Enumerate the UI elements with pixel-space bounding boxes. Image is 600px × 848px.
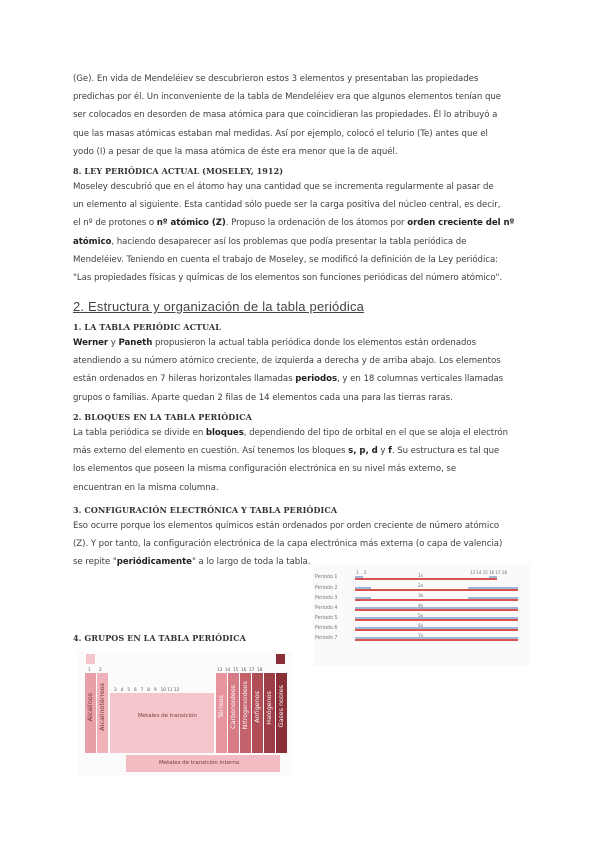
heading-bloques: 2. BLOQUES EN LA TABLA PERIÓDICA: [73, 412, 252, 422]
shell-label: 4s: [418, 604, 424, 609]
anfigenos-block: [252, 673, 263, 753]
period-label: Periodo 3: [315, 596, 338, 601]
gases-nobles-label: Gases nobles: [277, 685, 285, 728]
text-span: propusieron la actual tabla periódica donde los elementos están ordenados: [152, 338, 477, 348]
text-span: . Su estructura es tal que: [391, 446, 500, 457]
alkali-block: [85, 673, 96, 753]
text-line: ser colocados en desorden de masa atómica para que coincidieran las propiedades. Él lo atribuyó a: [73, 110, 498, 121]
highlight-line: [355, 589, 518, 591]
bold-term: s, p, d: [348, 446, 378, 457]
transition-label: Metales de transición: [138, 713, 197, 719]
text-line: [73, 442, 529, 460]
halogenos-block: [264, 673, 275, 753]
text-line: Mendeléiev. Teniendo en cuenta el trabajo de Moseley, se modificó la definición de la Ley periódica:: [73, 254, 499, 265]
paragraph-bloques: [73, 424, 529, 497]
group-number: 3 4 5 6 7 8 9 10 11 12: [114, 687, 180, 692]
text-line: que las masas atómicas estaban mal medidas. Así por ejemplo, colocó el telurio (Te) antes que el: [73, 128, 488, 139]
text-span: , haciendo desaparecer así los problemas que podía presentar la tabla periódica de: [111, 236, 467, 247]
period-label: Periodo 1: [315, 575, 338, 580]
text-line: un elemento al siguiente. Esta cantidad sólo puede ser la carga positiva del núcleo central, es decir,: [73, 200, 501, 211]
text-line: (Ge). En vida de Mendeléiev se descubrieron estos 3 elementos y presentaban las propiedades: [73, 74, 479, 84]
inner-transition-label: Metales de transición interna: [159, 760, 240, 766]
text-span: y: [108, 338, 119, 348]
paragraph-moseley: [73, 178, 529, 287]
text-line: predichas por él. Un inconveniente de la tabla de Mendeléiev era que algunos elementos tenían que: [73, 92, 502, 103]
highlight-line: [355, 619, 518, 621]
text-line: [73, 214, 529, 232]
highlight-line: [355, 609, 518, 611]
text-line: "Las propiedades físicas y químicas de los elementos son funciones periódicas del número atómico".: [73, 273, 503, 284]
highlight-line: [355, 629, 518, 631]
shell-label: 7s: [418, 634, 424, 639]
text-span: el nº de protones o: [73, 218, 157, 229]
text-line: Eso ocurre porque los elementos químicos están ordenados por orden creciente de número atómico: [73, 521, 500, 531]
column-number: 13 14 15 16 17 18: [470, 570, 507, 575]
group-18-top-cell: [276, 654, 285, 664]
text-line: [73, 334, 529, 352]
group-number: 2: [99, 667, 102, 672]
text-span: , y en 18 columnas verticales llamadas: [337, 374, 504, 385]
period-label: Periodo 2: [315, 586, 338, 591]
heading-configuracion: 3. CONFIGURACIÓN ELECTRÓNICA Y TABLA PERIÓDICA: [73, 505, 338, 515]
period-label: Periodo 6: [315, 626, 338, 631]
text-line: [73, 370, 529, 388]
bold-term: f: [388, 446, 392, 457]
text-span: , dependiendo del tipo de orbital en el que se aloja el electrón: [243, 428, 509, 438]
period-label: Periodo 4: [315, 606, 338, 611]
halogenos-label: Halógenos: [265, 691, 273, 725]
shell-label: 5s: [418, 614, 424, 619]
heading-tabla-actual: 1. LA TABLA PERIÓDIC ACTUAL: [73, 322, 221, 332]
section-title: 2. Estructura y organización de la tabla periódica: [73, 299, 365, 314]
column-number: 1: [356, 570, 359, 575]
alkaline-earth-label: Alcalinotérreos: [98, 683, 106, 731]
bold-term: Paneth: [118, 338, 153, 348]
group-number: 13 14 15 16 17 18: [217, 667, 263, 672]
column-number: 2: [364, 570, 367, 575]
paragraph-mendeleiev: [73, 70, 529, 161]
period-label: Periodo 7: [315, 636, 338, 641]
terreos-label: Térreos: [217, 695, 225, 718]
text-line: atendiendo a su número atómico creciente, de izquierda a derecha y de arriba abajo. Los elementos: [73, 356, 501, 367]
shell-label: 3s: [418, 594, 424, 599]
shell-label: 1s: [418, 574, 424, 579]
period-label: Periodo 5: [315, 616, 338, 621]
carbonoideos-label: Carbonoideos: [229, 685, 237, 729]
shell-label: 6s: [418, 624, 424, 629]
bold-term: atómico: [73, 236, 112, 247]
text-line: los elementos que poseen la misma configuración electrónica en su nivel más externo, se: [73, 464, 457, 475]
text-span: se repite ": [73, 557, 117, 568]
bold-term: Werner: [73, 338, 109, 348]
heading-grupos: 4. GRUPOS EN LA TABLA PERIÓDICA: [73, 633, 246, 643]
highlight-line: [355, 599, 518, 601]
anfigenos-label: Anfígenos: [253, 691, 261, 723]
terreos-block: [216, 673, 227, 753]
bold-term: bloques: [205, 428, 244, 438]
text-line: [73, 233, 529, 251]
heading-ley-periodica: 8. LEY PERIÓDICA ACTUAL (MOSELEY, 1912): [73, 166, 284, 176]
alkaline-earth-block: [97, 673, 108, 753]
bold-term: nº atómico (Z): [156, 218, 226, 229]
highlight-line: [355, 578, 497, 580]
text-span: " a lo largo de toda la tabla.: [191, 557, 311, 568]
transition-block: [110, 693, 214, 753]
gases-nobles-block: [276, 673, 287, 753]
nitrogenoideos-block: [240, 673, 251, 753]
text-line: encuentran en la misma columna.: [73, 482, 219, 493]
text-line: grupos o familias. Aparte quedan 2 filas de 14 elementos cada una para las tierras raras.: [73, 392, 453, 403]
alkali-label: Alcalinos: [86, 693, 94, 722]
text-span: más externo del elemento en cuestión. Así tenemos los bloques: [73, 446, 349, 457]
shell-label: 2s: [418, 584, 424, 589]
group-number: 1: [88, 667, 91, 672]
group-1-top-cell: [86, 654, 95, 664]
text-line: [73, 424, 529, 442]
text-span: La tabla periódica se divide en: [73, 428, 206, 438]
text-line: Moseley descubrió que en el átomo hay una cantidad que se incrementa regularmente al pasar de: [73, 182, 494, 192]
text-span: y: [377, 446, 389, 457]
bold-term: periodos: [295, 374, 338, 385]
text-line: (Z). Y por tanto, la configuración electrónica de la capa electrónica más externa (o capa de valencia): [73, 539, 503, 550]
figure-periodic-config: [313, 564, 530, 666]
text-span: están ordenados en 7 hileras horizontales llamadas: [73, 374, 296, 385]
text-span: . Propuso la ordenación de los átomos por: [225, 218, 408, 229]
bold-term: orden creciente del nº: [407, 218, 515, 229]
nitrogenoideos-label: Nitrogenoideos: [241, 681, 249, 730]
figure-groups: [78, 651, 292, 775]
highlight-line: [355, 639, 518, 641]
paragraph-werner-paneth: [73, 334, 529, 407]
carbonoideos-block: [228, 673, 239, 753]
text-line: yodo (I) a pesar de que la masa atómica de éste era menor que la de aquél.: [73, 146, 398, 157]
inner-transition-block: [126, 755, 280, 772]
bold-term: periódicamente: [116, 557, 192, 568]
